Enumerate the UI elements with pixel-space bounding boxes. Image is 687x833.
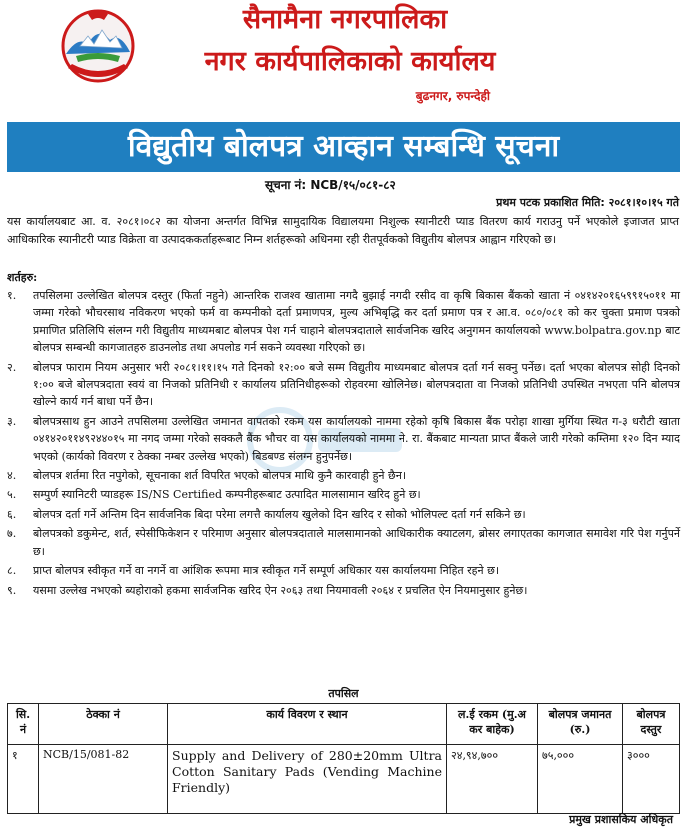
condition-number: १. <box>7 289 17 302</box>
notice-number: सूचना नं: NCB/१५/०८१-८२ <box>265 178 396 192</box>
bid-details-table <box>7 703 680 814</box>
condition-text: तपसिलमा उल्लेखित बोलपत्र दस्तुर (फिर्ता नहुने) आन्तरिक राजश्व खातामा नगदै बुझाई नगदी रसीद वा कृषि बिकास बैंकको खाता नं ०४१४२०१६५९९१५०११ मा जम्मा गरेको भौचरसाथ नविकरण भएको फर्म वा कम्पनीको दर्ता प्रमाणपत्र, मुल्य अभिबृद्धि कर दर्ता प्रमाण पत्र र आ.व. ०८०/०८१ को कर चुक्ता प्रमाण पत्रको प्रमाणित प्रतिलिपि संलग्न गरी विद्युतीय माध्यमबाट बोलपत्र पेश गर्न चाहाने बोलपत्रदाताले सार्वजनिक खरिद अनुगमन कार्यालयको www.bolpatra.gov.np बाट बोलपत्र सम्बन्धी कागजातहरु डाउनलोड तथा अपलोड गर्न सकने व्यवस्था गरिएको छ। <box>33 289 680 355</box>
condition-number: ४. <box>7 469 17 483</box>
notice-header <box>0 0 687 122</box>
signatory-title: प्रमुख प्रशासकिय अधिकृत <box>569 813 673 826</box>
header-estimated-amount: ल.ई रकम (मु.अ कर बाहेक) <box>447 704 538 745</box>
condition-number: ५. <box>7 488 17 502</box>
condition-text: बोलपत्र फाराम नियम अनुसार भरी २०८१।११।१५ गते दिनको १२:०० बजे सम्म विद्युतीय माध्यमबाट बोलपत्र दर्ता गर्न सक्नु पर्नेछ। दर्ता भएका बोलपत्र सोही दिनको १:०० बजे बोलपत्रदाता स्वयं वा निजको प्रतिनिधी र कार्यालय प्रतिनिधीहरूको रोहवरमा खोलिनेछ। बोलपत्रदाता वा निजको प्रतिनिधी उपस्थित नभएता पनि बोलपत्र खोल्ने कार्य गर्न बाधा पर्ने छैन। <box>33 360 680 409</box>
municipality-name: सैनामैना नगरपालिका <box>242 4 448 35</box>
intro-paragraph: यस कार्यालयबाट आ. व. २०८१।०८२ का योजना अन्तर्गत विभिन्न सामुदायिक विद्यालयमा निशुल्क स्यानीटरी प्याड वितरण कार्य गराउनु पर्ने भएकोले इजाजत प्राप्त आधिकारिक स्यानीटरी प्याड विक्रेता वा उत्पादककर्ताहरूबाट निम्न शर्तहरूको अधिनमा रही रीतपूर्वकको विद्युतीय बोलपत्र आह्वान गरिएको छ। <box>7 215 679 246</box>
condition-item <box>7 582 680 599</box>
header-contract-no: ठेक्का नं <box>39 704 168 745</box>
office-address: बुढनगर, रुपन्देही <box>415 89 490 103</box>
table-row <box>8 745 680 814</box>
condition-item <box>7 506 680 523</box>
header-bid-security: बोलपत्र जमानत (रु.) <box>538 704 623 745</box>
condition-item <box>7 562 680 579</box>
condition-number: ८. <box>7 564 17 578</box>
condition-text: बोलपत्रसाथ हुन आउने तपसिलमा उल्लेखित जमानत वापतको रकम यस कार्यालयको नाममा रहेको कृषि बिकास बैंक परोहा शाखा मुर्गिया स्थित ग-३ धरौटी खाता ०४१४२०११४९२४४०१५ मा नगद जम्मा गरेको सक्कलै बैंक भौचर वा यस कार्यालयको नाममा ने. रा. बैंकबाट मान्यता प्राप्त बैंकले जारी गरेको कम्तिमा १२० दिन म्याद भएको (कार्यको विवरण र ठेक्का नम्बर उल्लेख भएको) बिडबण्ड संलग्न हुनुपर्नेछ। <box>33 414 680 463</box>
nepal-emblem-icon <box>58 6 138 84</box>
header-work-description: कार्य विवरण र स्थान <box>168 704 447 745</box>
condition-number: २. <box>7 360 17 374</box>
condition-text: सम्पुर्ण स्यानिटरी प्याडहरू IS/NS Certified कम्पनीहरूबाट उत्पादित मालसामान खरिद हुने छ। <box>33 488 421 502</box>
condition-text: प्राप्त बोलपत्र स्वीकृत गर्ने वा नगर्ने वा आंशिक रूपमा मात्र स्वीकृत गर्ने सम्पूर्ण अधिकार यस कार्यालयमा निहित रहने छ। <box>33 564 500 578</box>
condition-number: ३. <box>7 414 17 428</box>
cell-contract-no: NCB/15/081-82 <box>39 745 168 814</box>
cell-bid-fee: ३००० <box>623 745 680 814</box>
publish-date: प्रथम पटक प्रकाशित मिति: २०८१।१०।१५ गते <box>496 196 679 209</box>
table-header-row <box>8 704 680 745</box>
condition-item <box>7 287 680 357</box>
condition-item <box>7 467 680 484</box>
condition-item <box>7 486 680 503</box>
header-serial: सि. नं <box>8 704 39 745</box>
cell-work-description: Supply and Delivery of 280±20mm Ultra Cotton Sanitary Pads (Vending Machine Friendly) <box>168 745 447 814</box>
condition-text: बोलपत्रको डकुमेन्ट, शर्त, स्पेसीफिकेशन र परिमाण अनुसार बोलपत्रदाताले मालसामानको आधिकारीक क्याटलग, ब्रोसर लगाएतका कागजात समावेश गरि पेश गर्नुपर्ने छ। <box>33 527 680 558</box>
condition-item <box>7 525 680 560</box>
condition-number: ९. <box>7 583 17 597</box>
condition-text: बोलपत्र दर्ता गर्ने अन्तिम दिन सार्वजनिक बिदा परेमा लगत्तै कार्यालय खुलेको दिन खरिद र सोको भोलिपल्ट दर्ता गर्न सकिने छ। <box>33 507 526 521</box>
cell-serial: १ <box>8 745 39 814</box>
condition-number: ६. <box>7 507 17 521</box>
cell-bid-security: ७५,००० <box>538 745 623 814</box>
cell-estimated-amount: २४,९४,७०० <box>447 745 538 814</box>
conditions-heading: शर्तहरु: <box>7 271 38 284</box>
condition-item <box>7 359 680 411</box>
header-bid-fee: बोलपत्र दस्तुर <box>623 704 680 745</box>
notice-title-banner: विद्युतीय बोलपत्र आव्हान सम्बन्धि सूचना <box>7 122 680 172</box>
condition-text: बोलपत्र शर्तमा रित नपुगेको, सूचनाका शर्त विपरित भएको बोलपत्र माथि कुनै कारवाही हुने छैन। <box>33 469 407 483</box>
condition-item <box>7 413 680 465</box>
conditions-list <box>7 287 680 601</box>
office-name: नगर कार्यपालिकाको कार्यालय <box>204 46 496 77</box>
table-caption: तपसिल <box>328 687 359 700</box>
condition-number: ७. <box>7 527 17 541</box>
condition-text: यसमा उल्लेख नभएको ब्यहोराको हकमा सार्वजनिक खरिद ऐन २०६३ तथा नियमावली २०६४ र प्रचलित ऐन नियमानुसार हुनेछ। <box>33 583 528 597</box>
